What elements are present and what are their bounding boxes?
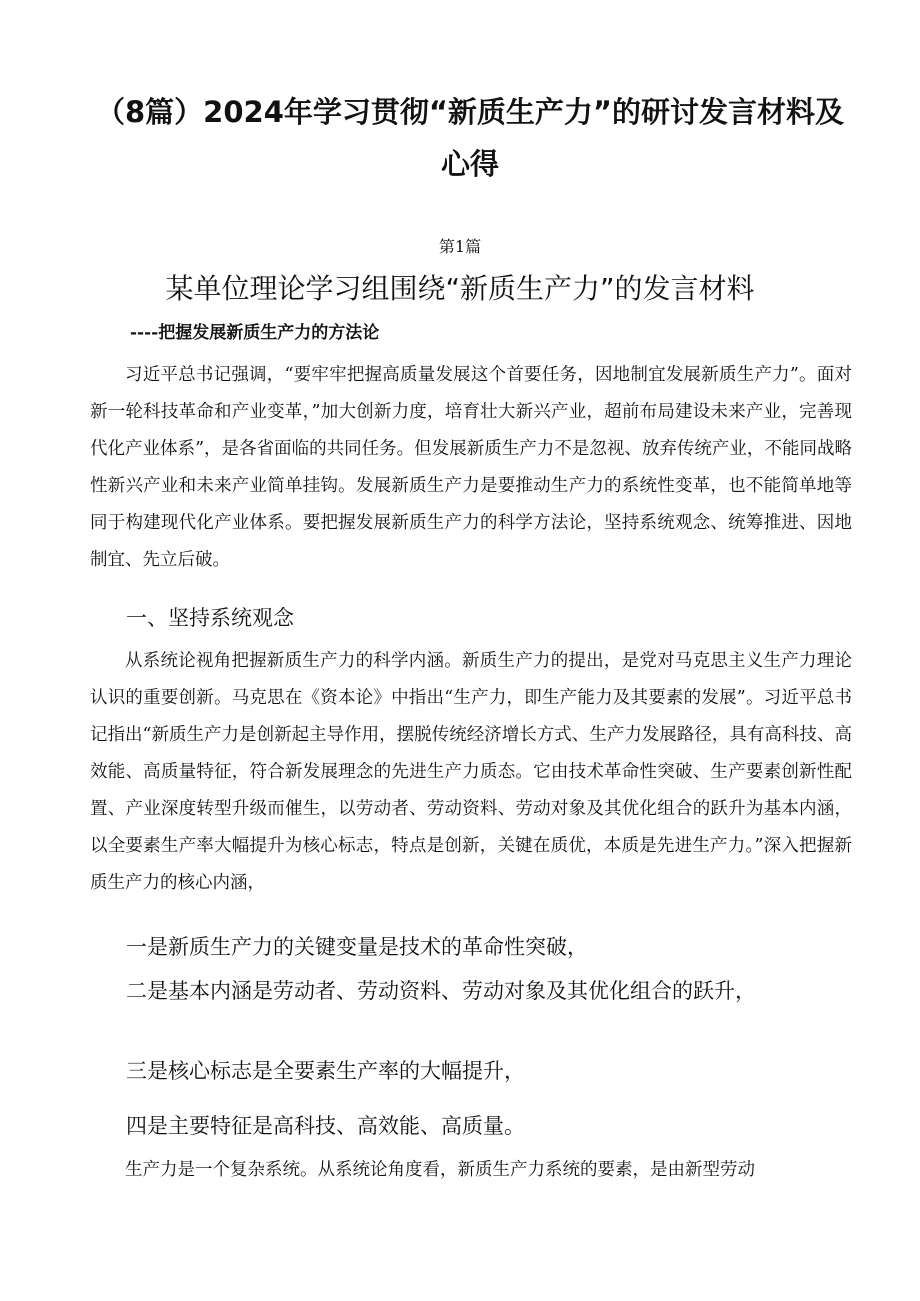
section-number: 第1篇 (438, 237, 482, 256)
body-paragraph: 从系统论视角把握新质生产力的科学内涵。新质生产力的提出，是党对马克思主义生产力理论认识的重要创新。马克思在《资本论》中指出“生产力，即生产能力及其要素的发展”。习近平总书记指出“新质生产力是创新起主导作用，摆脱传统经济增长方式、生产力发展路径，具有高科技、高效能、高质量特征，符合新发展理念的先进生产力质态。它由技术革命性突破、生产要素创新性配置、产业深度转型升级而催生，以劳动者、劳动资料、劳动对象及其优化组合的跃升为基本内涵，以全要素生产率大幅提升为核心标志，特点是创新，关键在质优，本质是先进生产力。”深入把握新质生产力的核心内涵， (90, 651, 852, 893)
point-item: 三是核心标志是全要素生产率的大幅提升， (126, 1059, 525, 1083)
heading-system-concept: 一、坚持系统观念 (126, 606, 294, 630)
body-paragraph: 习近平总书记强调，“要牢牢把握高质量发展这个首要任务，因地制宜发展新质生产力”。面对新一轮科技革命和产业变革，”加大创新力度，培育壮大新兴产业，超前布局建设未来产业，完善现代化产业体系”，是各省面临的共同任务。但发展新质生产力不是忽视、放弃传统产业，不能同战略性新兴产业和未来产业简单挂钩。发展新质生产力是要推动生产力的系统性变革，也不能简单地等同于构建现代化产业体系。要把握发展新质生产力的科学方法论，坚持系统观念、统筹推进、因地制宜、先立后破。 (90, 365, 852, 570)
section-subtitle: ----把握发展新质生产力的方法论 (130, 323, 380, 343)
section-title: 某单位理论学习组围绕“新质生产力”的发言材料 (165, 272, 755, 305)
point-item: 一是新质生产力的关键变量是技术的革命性突破， (126, 935, 588, 959)
point-item: 四是主要特征是高科技、高效能、高质量。 (126, 1114, 525, 1138)
body-paragraph: 生产力是一个复杂系统。从系统论角度看，新质生产力系统的要素，是由新型劳动 (125, 1160, 755, 1180)
document-title: （8篇）2024年学习贯彻“新质生产力”的研讨发言材料及心得 (95, 95, 844, 181)
point-item: 二是基本内涵是劳动者、劳动资料、劳动对象及其优化组合的跃升， (126, 979, 756, 1003)
